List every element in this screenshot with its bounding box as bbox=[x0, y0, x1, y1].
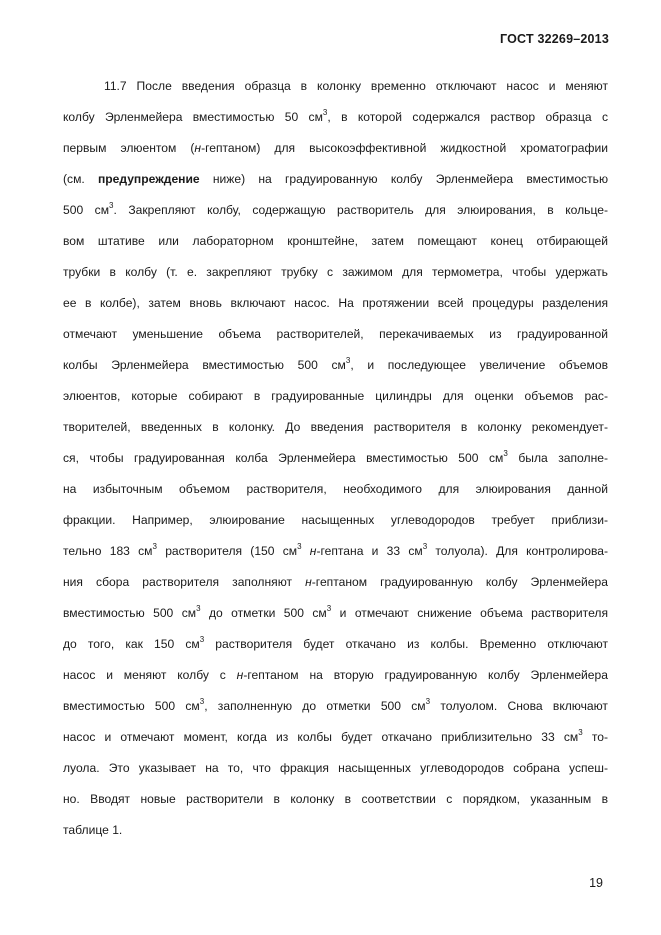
text-line bbox=[63, 510, 608, 541]
text-line bbox=[63, 417, 608, 448]
text-run: толуолом. Снова включают bbox=[430, 699, 608, 713]
text-run: 11.7 После введения образца в колонку временно отключают насос и меняют bbox=[104, 79, 608, 93]
superscript: 3 bbox=[196, 603, 201, 613]
text-run: вместимостью 500 см bbox=[63, 699, 200, 713]
text-run: таблице 1. bbox=[63, 823, 123, 837]
text-run: растворителя будет откачано из колбы. Временно отключают bbox=[204, 637, 608, 651]
text-line bbox=[63, 727, 608, 758]
text-run: вместимостью 500 см bbox=[63, 606, 197, 620]
text-run: (см. bbox=[63, 172, 98, 186]
text-line bbox=[63, 789, 608, 820]
superscript: 3 bbox=[152, 541, 157, 551]
superscript: 3 bbox=[199, 696, 205, 706]
superscript: 3 bbox=[578, 727, 583, 737]
text-line bbox=[63, 324, 608, 355]
text-run: ниже) на градуированную колбу Эрленмейера вместимостью bbox=[199, 172, 608, 186]
text-run: и отмечают снижение объема растворителя bbox=[331, 606, 608, 620]
document-standard-header: ГОСТ 32269–2013 bbox=[500, 32, 609, 46]
superscript: 3 bbox=[199, 634, 205, 644]
text-run: первым элюентом ( bbox=[63, 141, 195, 155]
text-run: до отметки 500 см bbox=[200, 606, 327, 620]
text-line bbox=[63, 200, 608, 231]
text-line bbox=[63, 634, 608, 665]
text-run: ния сбора растворителя заполняют bbox=[63, 575, 306, 589]
text-run: колбу Эрленмейера вместимостью 50 см bbox=[63, 110, 323, 124]
text-run: -гептана и 33 см bbox=[316, 544, 423, 558]
text-line bbox=[63, 76, 608, 107]
text-line bbox=[63, 386, 608, 417]
superscript: 3 bbox=[425, 696, 431, 706]
text-run: фракции. Например, элюирование насыщенных углеводородов требует приблизи- bbox=[63, 513, 608, 527]
text-line bbox=[63, 572, 608, 603]
text-run: , заполненную до отметки 500 см bbox=[204, 699, 426, 713]
superscript: 3 bbox=[422, 541, 428, 551]
text-run: то- bbox=[582, 730, 608, 744]
text-run: -гептаном) для высокоэффективной жидкостной хроматографии bbox=[201, 141, 608, 155]
superscript: 3 bbox=[503, 448, 508, 458]
text-run: колбы Эрленмейера вместимостью 500 см bbox=[63, 358, 346, 372]
text-run: отмечают уменьшение объема растворителей, перекачиваемых из градуированной bbox=[63, 327, 608, 341]
text-run: , в которой содержался раствор образца с bbox=[327, 110, 608, 124]
text-run: 500 см bbox=[63, 203, 110, 217]
text-run: . Закрепляют колбу, содержащую растворитель для элюирования, в кольце- bbox=[113, 203, 608, 217]
text-line bbox=[63, 448, 608, 479]
italic-text: н bbox=[236, 668, 244, 682]
text-line bbox=[63, 479, 608, 510]
text-run: вом штативе или лабораторном кронштейне, затем помещают конец отбирающей bbox=[63, 234, 608, 248]
text-line bbox=[63, 355, 608, 386]
text-run: но. Вводят новые растворители в колонку в соответствии с порядком, указанным в bbox=[63, 792, 608, 806]
text-line bbox=[63, 758, 608, 789]
text-run: ее в колбе), затем вновь включают насос. На протяжении всей процедуры разделения bbox=[63, 296, 608, 310]
text-run: насос и меняют колбу с bbox=[63, 668, 237, 682]
text-run bbox=[302, 544, 310, 558]
text-run: ся, чтобы градуированная колба Эрленмейера вместимостью 500 см bbox=[63, 451, 504, 465]
text-run: до того, как 150 см bbox=[63, 637, 200, 651]
text-run: -гептаном градуированную колбу Эрленмейера bbox=[311, 575, 608, 589]
text-line bbox=[63, 293, 608, 324]
text-line bbox=[63, 231, 608, 262]
italic-text: н bbox=[194, 141, 202, 155]
text-line bbox=[63, 541, 608, 572]
text-run: растворителя (150 см bbox=[156, 544, 298, 558]
text-run: элюентов, которые собирают в градуированные цилиндры для оценки объемов рас- bbox=[63, 389, 608, 403]
text-line bbox=[63, 169, 608, 200]
superscript: 3 bbox=[345, 355, 351, 365]
text-line bbox=[63, 262, 608, 293]
text-run: творителей, введенных в колонку. До введения растворителя в колонку рекомендует- bbox=[63, 420, 608, 434]
italic-text: н bbox=[309, 544, 317, 558]
text-line bbox=[63, 820, 608, 851]
superscript: 3 bbox=[297, 541, 302, 551]
text-run: на избыточным объемом растворителя, необходимого для элюирования данной bbox=[63, 482, 608, 496]
text-line bbox=[63, 696, 608, 727]
text-run: насос и отмечают момент, когда из колбы будет откачано приблизительно 33 см bbox=[63, 730, 579, 744]
text-run: тельно 183 см bbox=[63, 544, 153, 558]
text-run: луола. Это указывает на то, что фракция насыщенных углеводородов собрана успеш- bbox=[63, 761, 608, 775]
italic-text: н bbox=[305, 575, 312, 589]
text-line bbox=[63, 665, 608, 696]
text-line bbox=[63, 138, 608, 169]
text-run: толуола). Для контролирова- bbox=[427, 544, 608, 558]
text-run: трубки в колбу (т. е. закрепляют трубку с зажимом для термометра, чтобы удержать bbox=[63, 265, 608, 279]
text-run: -гептаном на вторую градуированную колбу Эрленмейера bbox=[243, 668, 608, 682]
text-run: была заполне- bbox=[507, 451, 608, 465]
paragraph-11-7 bbox=[63, 76, 608, 851]
text-line bbox=[63, 603, 608, 634]
superscript: 3 bbox=[326, 603, 332, 613]
text-run: , и последующее увеличение объемов bbox=[350, 358, 608, 372]
text-line bbox=[63, 107, 608, 138]
superscript: 3 bbox=[109, 200, 114, 210]
bold-text: предупреждение bbox=[97, 172, 200, 186]
page-number: 19 bbox=[589, 876, 603, 890]
superscript: 3 bbox=[322, 107, 328, 117]
